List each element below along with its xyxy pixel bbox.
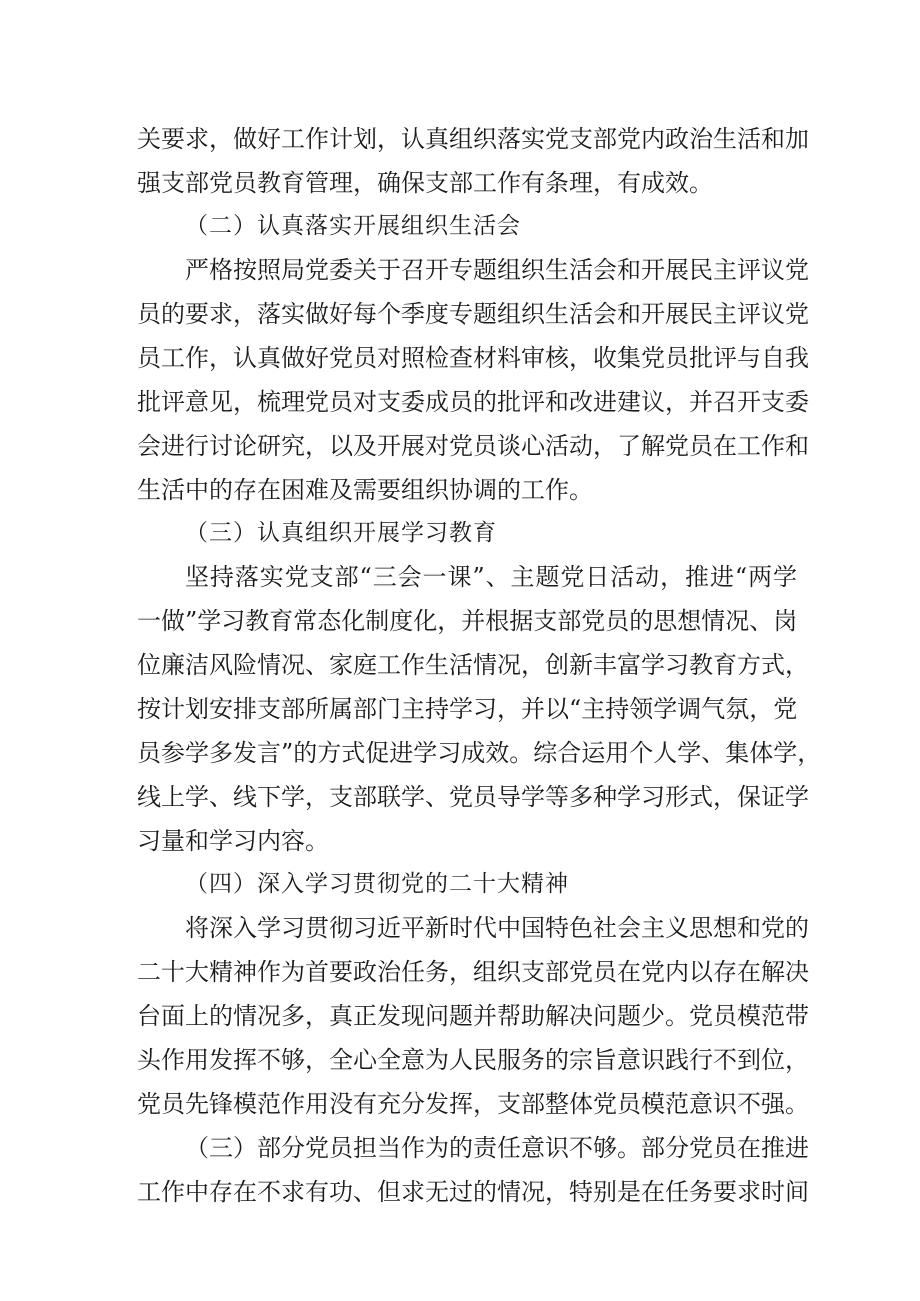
body-text-line: 二十大精神作为首要政治任务，组织支部党员在党内以存在解决 [137,958,809,986]
section-heading: （三）认真组织开展学习教育 [185,520,497,546]
body-text-line: 习量和学习内容。 [137,827,329,855]
body-text-line: 线上学、线下学，支部联学、党员导学等多种学习形式，保证学 [137,783,809,811]
body-text-line: 工作中存在不求有功、但求无过的情况，特别是在任务要求时间 [137,1178,809,1206]
section-heading: （二）认真落实开展组织生活会 [185,213,521,239]
body-text-line: 员的要求，落实做好每个季度专题组织生活会和开展民主评议党 [137,300,809,328]
body-text-line: 位廉洁风险情况、家庭工作生活情况，创新丰富学习教育方式， [137,651,809,679]
body-text-line: 严格按照局党委关于召开专题组织生活会和开展民主评议党 [185,256,809,284]
body-text-line: 台面上的情况多，真正发现问题并帮助解决问题少。党员模范带 [137,1002,809,1030]
body-text-line: 强支部党员教育管理，确保支部工作有条理，有成效。 [137,169,713,197]
body-text-line: 头作用发挥不够，全心全意为人民服务的宗旨意识践行不到位， [137,1046,809,1074]
body-text-line: 生活中的存在困难及需要组织协调的工作。 [137,476,593,504]
body-text-line: 会进行讨论研究，以及开展对党员谈心活动，了解党员在工作和 [137,432,809,460]
body-text-line: 关要求，做好工作计划，认真组织落实党支部党内政治生活和加 [137,125,809,153]
body-text-line: 坚持落实党支部“三会一课”、主题党日活动，推进“两学 [185,563,797,591]
body-text-line: （三）部分党员担当作为的责任意识不够。部分党员在推进 [185,1134,809,1162]
body-text-line: 一做”学习教育常态化制度化，并根据支部党员的思想情况、岗 [137,607,798,635]
body-text-line: 党员先锋模范作用没有充分发挥，支部整体党员模范意识不强。 [137,1090,809,1118]
body-text-line: 员参学多发言”的方式促进学习成效。综合运用个人学、集体学， [137,739,822,767]
body-text-line: 将深入学习贯彻习近平新时代中国特色社会主义思想和党的 [185,914,809,942]
body-text-line: 员工作，认真做好党员对照检查材料审核，收集党员批评与自我 [137,344,809,372]
section-heading: （四）深入学习贯彻党的二十大精神 [185,871,569,897]
body-text-line: 批评意见，梳理党员对支委成员的批评和改进建议，并召开支委 [137,388,809,416]
body-text-line: 按计划安排支部所属部门主持学习，并以“主持领学调气氛，党 [137,695,798,723]
